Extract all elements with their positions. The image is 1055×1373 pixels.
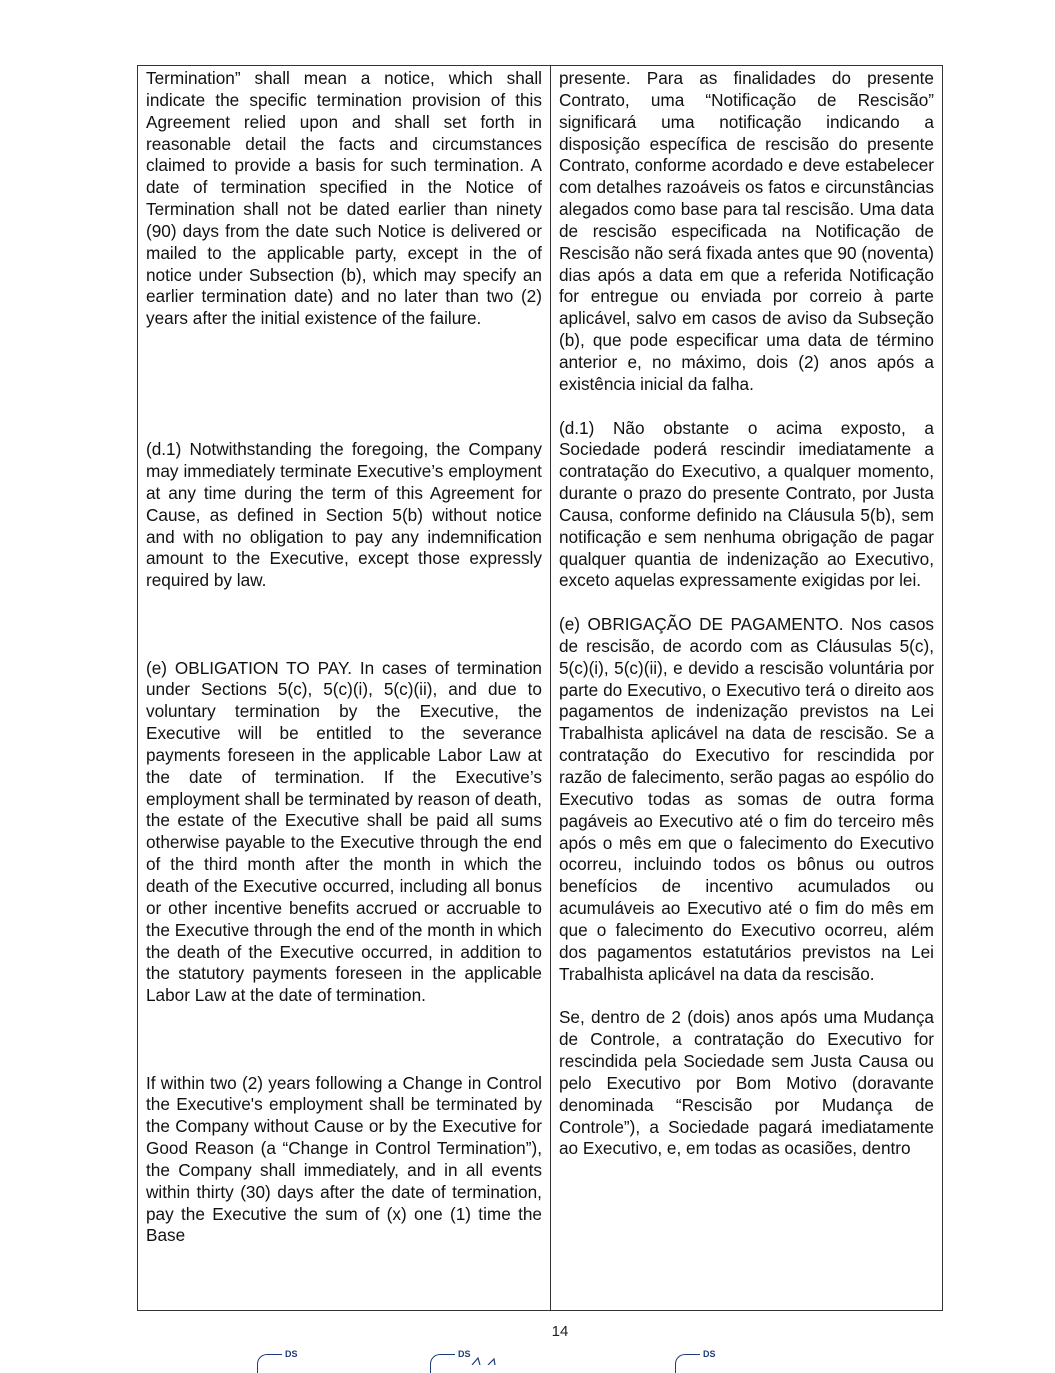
en-paragraph-e-obligation-to-pay: (e) OBLIGATION TO PAY. In cases of termination under Sections 5(c), 5(c)(i), 5(c)(ii), and due to voluntary termination by the Executive, the Executive will be entitled to the severance payments foreseen in the applicable Labor Law at the date of termination. If the Executive’s employment shall be terminated by reason of death, the estate of the Executive shall be paid all sums otherwise payable to the Executive through the end of the third month after the month in which the death of the Executive occurred, including all bonus or other incentive benefits accrued or accruable to the Executive through the end of the month in which the death of the Executive occurred, in addition to the statutory payments foreseen in the applicable Labor Law at the date of termination. bbox=[146, 657, 542, 1006]
docusign-initial-box[interactable] bbox=[675, 1348, 735, 1365]
docusign-initial-box[interactable] bbox=[257, 1348, 317, 1365]
en-paragraph-d1-cause: (d.1) Notwithstanding the foregoing, the Company may immediately terminate Executive’s employment at any time during the term of this Agreement for Cause, as defined in Section 5(b) without notice and with no obligation to pay any indemnification amount to the Executive, except those expressly required by law. bbox=[146, 439, 542, 591]
en-paragraph-notice-of-termination: Termination” shall mean a notice, which shall indicate the specific termination provision of this Agreement relied upon and shall set forth in reasonable detail the facts and circumstances claimed to provide a basis for such termination. A date of termination specified in the Notice of Termination shall not be dated earlier than ninety (90) days from the date such Notice is delivered or mailed to the applicable party, except in the of notice under Subsection (b), which may specify an earlier termination date) and no later than two (2) years after the initial existence of the failure. bbox=[146, 68, 542, 329]
bilingual-table bbox=[137, 65, 943, 1311]
ds-label: DS bbox=[285, 1349, 298, 1359]
ds-bracket-icon bbox=[675, 1354, 700, 1373]
page-number: 14 bbox=[551, 1323, 569, 1340]
ds-bracket-icon bbox=[430, 1354, 455, 1373]
signature-scribble-icon bbox=[470, 1357, 510, 1365]
english-column bbox=[138, 66, 551, 1310]
pt-paragraph-d1-justa-causa: (d.1) Não obstante o acima exposto, a Sociedade poderá rescindir imediatamente a contratação do Executivo, a qualquer momento, durante o prazo do presente Contrato, por Justa Causa, conforme definido na Cláusula 5(b), sem notificação e sem nenhuma obrigação de pagar qualquer quantia de indenização ao Executivo, exceto aquelas expressamente exigidas por lei. bbox=[558, 417, 934, 591]
en-paragraph-change-in-control: If within two (2) years following a Change in Control the Executive's employment shall be terminated by the Company without Cause or by the Executive for Good Reason (a “Change in Control Termination”), the Company shall immediately, and in all events within thirty (30) days after the date of termination, pay the Executive the sum of (x) one (1) time the Base bbox=[146, 1072, 542, 1246]
pt-paragraph-mudanca-de-controle: Se, dentro de 2 (dois) anos após uma Mudança de Controle, a contratação do Executivo for rescindida pela Sociedade sem Justa Causa ou pelo Executivo por Bom Motivo (doravante denominada “Rescisão por Mudança de Controle”), a Sociedade pagará imediatamente ao Executivo, e, em todas as ocasiões, dentro bbox=[558, 1007, 934, 1159]
pt-paragraph-e-obrigacao-de-pagamento: (e) OBRIGAÇÃO DE PAGAMENTO. Nos casos de rescisão, de acordo com as Cláusulas 5(c), 5(c)(i), 5(c)(ii), e devido a rescisão voluntária por parte do Executivo, o Executivo terá o direito aos pagamentos de indenização previstos na Lei Trabalhista aplicável na data de rescisão. Se a contratação do Executivo for rescindida por razão de falecimento, serão pagas ao espólio do Executivo todas as somas de outra forma pagáveis ao Executivo até o fim do terceiro mês após o mês em que o falecimento do Executivo ocorreu, incluindo todos os bônus ou outros benefícios de incentivo acumulados ou acumuláveis ao Executivo até o fim do mês em que o falecimento do Executivo ocorreu, além dos pagamentos estatutários previstos na Lei Trabalhista aplicável na data da rescisão. bbox=[558, 614, 934, 984]
ds-label: DS bbox=[458, 1349, 471, 1359]
pt-paragraph-notificacao-de-rescisao: presente. Para as finalidades do presente Contrato, uma “Notificação de Rescisão” significará uma notificação indicando a disposição específica de rescisão do presente Contrato, conforme acordado e deve estabelecer com detalhes razoáveis os fatos e circunstâncias alegados como base para tal rescisão. Uma data de rescisão especificada na Notificação de Rescisão não será fixada antes que 90 (noventa) dias após a data em que a referida Notificação for entregue ou enviada por correio à parte aplicável, salvo em casos de aviso da Subseção (b), que pode especificar uma data de término anterior e, no máximo, dois (2) anos após a existência inicial da falha. bbox=[558, 68, 934, 394]
ds-label: DS bbox=[703, 1349, 716, 1359]
ds-bracket-icon bbox=[257, 1354, 282, 1373]
portuguese-column bbox=[551, 66, 942, 1310]
